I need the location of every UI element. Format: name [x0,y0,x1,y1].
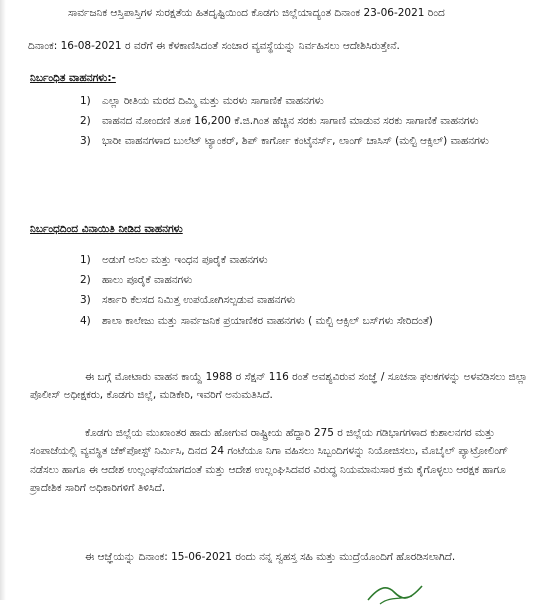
list-item [80,134,538,148]
item-text: ಹಾಲು ಪೂರೈಕೆ ವಾಹನಗಳು [102,274,193,287]
list-item [80,293,538,307]
list-item [80,114,538,128]
item-text: ಶಾಲಾ ಕಾಲೇಜು ಮತ್ತು ಸಾರ್ವಜನಿಕ ಪ್ರಯಾಣಿಕರ ವಾಹನಗಳು ( ಮಲ್ಟಿ ಆಕ್ಸಿಲ್ ಬಸ್‌ಗಳು ಸೇರಿದಂತೆ) [102,314,433,327]
exempted-list [80,253,538,334]
item-text: ಅಡುಗೆ ಅನಿಲ ಮತ್ತು ಇಂಧನ ಪೂರೈಕೆ ವಾಹನಗಳು [102,254,268,266]
item-text: ಸರ್ಕಾರಿ ಕೆಲಸದ ನಿಮಿತ್ತ ಉಪಯೋಗಿಸಲ್ಪಡುವ ವಾಹನಗಳು [102,294,296,307]
header-line-1: ಸಾರ್ವಜನಿಕ ಆಸ್ತಿಪಾಸ್ತಿಗಳ ಸುರಕ್ಷತೆಯ ಹಿತದೃಷ್ಟಿಯಿಂದ ಕೊಡಗು ಜಿಲ್ಲೆಯಾದ್ಯಂತ ದಿನಾಂಕ 23-06-2021 ರಿಂದ [68,7,445,19]
list-item [80,253,538,267]
item-number: 1) [80,254,91,266]
restricted-list [80,94,538,155]
list-item [80,273,538,287]
page-edge-shadow [0,0,6,600]
restricted-heading: ನಿರ್ಬಂಧಿತ ವಾಹನಗಳು:- [30,72,116,84]
item-number: 2) [80,274,91,287]
header-line-2: ದಿನಾಂಕ: 16-08-2021 ರ ವರೆಗೆ ಈ ಕೆಳಕಾಣಿಸಿದಂತೆ ಸಂಚಾರ ವ್ಯವಸ್ಥೆಯನ್ನು ನಿರ್ವಹಿಸಲು ಆದೇಶಿಸಿರುತ್ತೇನೆ. [28,40,400,52]
paragraph-signage: ಈ ಬಗ್ಗೆ ಮೋಟಾರು ವಾಹನ ಕಾಯ್ದೆ 1988 ರ ಸೆಕ್ಷನ್ 116 ರಂತೆ ಅವಶ್ಯವಿರುವ ಸಂಜ್ಞೆ / ಸೂಚನಾ ಫಲಕಗಳನ್ನು ಅಳವಡಿಸಲು ಜಿಲ್ಲಾ ಪೊಲೀಸ್ ಅಧೀಕ್ಷಕರು, ಕೊಡಗು ಜಿಲ್ಲೆ, ಮಡಿಕೇರಿ, ಇವರಿಗೆ ಅನುಮತಿಸಿದೆ. [30,371,528,402]
item-number: 2) [80,115,91,128]
item-text: ವಾಹನದ ನೋಂದಣಿ ತೂಕ 16,200 ಕೆ.ಜಿ.ಗಿಂತ ಹೆಚ್ಚಿನ ಸರಕು ಸಾಗಾಣಿ ಮಾಡುವ ಸರಕು ಸಾಗಾಣಿಕೆ ವಾಹನಗಳು [102,115,479,128]
item-text: ಎಲ್ಲಾ ರೀತಿಯ ಮರದ ದಿಮ್ಮಿ ಮತ್ತು ಮರಳು ಸಾಗಾಣಿಕೆ ವಾಹನಗಳು [102,95,324,107]
item-text: ಭಾರೀ ವಾಹನಗಳಾದ ಬುಲೆಟ್ ಟ್ಯಾಂಕರ್, ಶಿಪ್ ಕಾರ್ಗೋ ಕಂಟೈನರ್ಸ್, ಲಾಂಗ್ ಚಾಸಿಸ್ (ಮಲ್ಟಿ ಆಕ್ಸಿಲ್) ವಾಹನಗಳು [102,135,489,148]
list-item [80,314,538,328]
item-number: 1) [80,95,91,107]
exempted-heading: ನಿರ್ಬಂಧದಿಂದ ವಿನಾಯಿತಿ ನೀಡಿದ ವಾಹನಗಳು [30,223,183,235]
item-number: 3) [80,294,91,307]
list-item [80,94,538,108]
item-number: 3) [80,135,91,148]
item-number: 4) [80,314,91,327]
signature-mark [360,578,430,608]
paragraph-checkpost: ಕೊಡಗು ಜಿಲ್ಲೆಯ ಮುಖಾಂತರ ಹಾದು ಹೋಗುವ ರಾಷ್ಟ್ರೀಯ ಹೆದ್ದಾರಿ 275 ರ ಜಿಲ್ಲೆಯ ಗಡಿಭಾಗಗಳಾದ ಕುಶಾಲನಗರ ಮತ್ತು ಸಂಪಾಜೆಯಲ್ಲಿ ವ್ಯವಸ್ಥಿತ ಚೆಕ್‌ಪೋಸ್ಟ್ ನಿರ್ಮಿಸಿ, ದಿನದ 24 ಗಂಟೆಯೂ ನಿಗಾ ವಹಿಸಲು ಸಿಬ್ಬಂದಿಗಳನ್ನು ನಿಯೋಜಿಸಲು, ಮೊಬೈಲ್ ಪ್ಯಾಟ್ರೋಲಿಂಗ್ ನಡೆಸಲು ಹಾಗೂ ಈ ಆದೇಶ ಉಲ್ಲಂಘನೆಯಾಗದಂತೆ ಮತ್ತು ಆದೇಶ ಉಲ್ಲಂಘಿಸಿದವರ ವಿರುದ್ಧ ನಿಯಮಾನುಸಾರ ಕ್ರಮ ಕೈಗೊಳ್ಳಲು ಆರಕ್ಷಕ ಹಾಗೂ ಪ್ರಾದೇಶಿಕ ಸಾರಿಗೆ ಅಧಿಕಾರಿಗಳಿಗೆ ತಿಳಿಸಿದೆ. [30,427,509,495]
paragraph-issued: ಈ ಆಜ್ಞೆಯನ್ನು ದಿನಾಂಕ: 15-06-2021 ರಂದು ನನ್ನ ಸ್ವಹಸ್ತ ಸಹಿ ಮತ್ತು ಮುದ್ರೆಯೊಂದಿಗೆ ಹೊರಡಿಸಲಾಗಿದೆ. [85,551,456,563]
